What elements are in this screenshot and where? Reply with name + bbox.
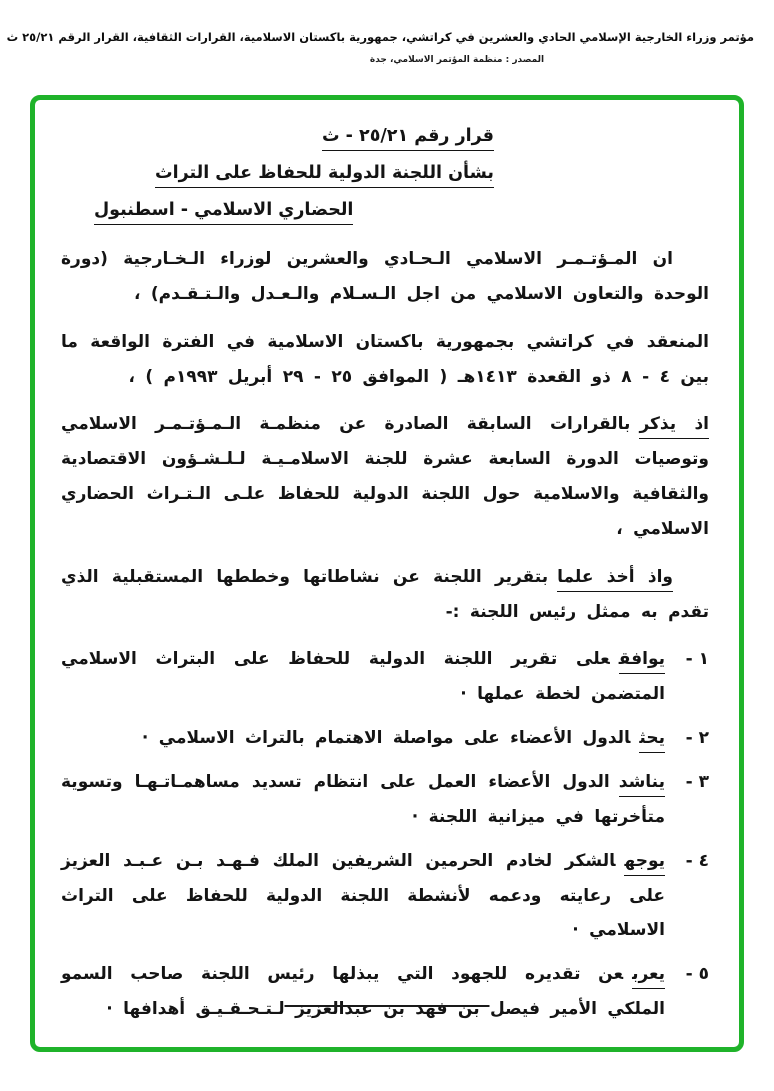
resolution-subject-title-2 xyxy=(94,200,494,220)
item-number: ٣ - xyxy=(685,771,709,792)
item-lead: يحث xyxy=(639,728,665,753)
item-text xyxy=(61,721,665,756)
item-body-text: الشكر لخادم الحرمين الشريفين الملك فـهـد بـن عـبـد العزيز على رعايته ودعمه لأنشطة اللجنة الدولية للحفاظ على التراث الاسلامي · xyxy=(61,850,665,941)
item-lead: يوجه xyxy=(624,851,665,876)
list-item xyxy=(61,844,709,949)
recital-paragraph-1 xyxy=(61,407,709,546)
document-frame xyxy=(30,95,744,1052)
item-text xyxy=(61,642,665,712)
resolution-subject-text-1: بشأن اللجنة الدولية للحفاظ على التراث xyxy=(155,163,494,188)
preamble-paragraph-1: ان المـؤتـمـر الاسلامي الـحـادي والعشرين لوزراء الـخـارجية (دورة الوحدة والتعاون الاسلامي من اجل الـسـلام والـعـدل والـتـقـدم) ، xyxy=(61,249,709,304)
item-number: ١ - xyxy=(685,649,709,670)
recital-text-1: بالقرارات السابقة الصادرة عن منظمـة الـمـؤتـمـر الاسلامي وتوصيات الدورة السابعة عشرة للجنة الاسلامـيـة لـلـشـؤون الاقتصادية والثقافية والاسلامية حول اللجنة الدولية للحفاظ علـى الـتـراث الحضاري الاسلامي ، xyxy=(61,414,709,539)
item-body-text: الدول الأعضاء على مواصلة الاهتمام بالتراث الاسلامي · xyxy=(141,728,631,749)
item-body-text: عن تقديره للجهود التي يبذلها رئيس اللجنة صاحب السمو الملكي الأمير فيصل بن فهد بن عبدالعزيز لـتـحـقـيـق أهدافها · xyxy=(61,964,665,1020)
item-text xyxy=(61,844,665,949)
list-item xyxy=(61,957,709,1027)
item-body-text: على تقرير اللجنة الدولية للحفاظ على البتراث الاسلامي المتضمن لخطة عملها · xyxy=(61,649,665,705)
item-number: ٤ - xyxy=(685,850,709,871)
item-lead: يوافق xyxy=(619,649,665,674)
preamble-paragraph-2: المنعقد في كراتشي بجمهورية باكستان الاسلامية في الفترة الواقعة ما بين ٤ - ٨ ذو القعدة ١٤١٣هـ ( الموافق ٢٥ - ٢٩ أبريل ١٩٩٣م ) ، xyxy=(61,331,709,387)
list-item xyxy=(61,721,709,756)
document-source-subheader: المصدر : منظمة المؤتمر الاسلامي، جدة xyxy=(369,55,545,65)
resolution-number-title xyxy=(94,126,494,146)
operative-clauses-list xyxy=(61,642,709,1026)
recital-lead-2: واذ أخذ علما xyxy=(557,567,673,592)
resolution-subject-title-1 xyxy=(94,163,494,183)
item-number: ٢ - xyxy=(685,728,709,749)
resolution-number-text: قرار رقم ٢٥/٢١ - ث xyxy=(322,126,494,151)
bottom-divider xyxy=(285,1005,490,1007)
item-text xyxy=(61,765,665,835)
item-text xyxy=(61,957,665,1027)
list-item xyxy=(61,642,709,712)
item-lead: يعرب xyxy=(632,964,665,989)
item-body-text: الدول الأعضاء العمل على انتظام تسديد مساهمـاتـهـا وتسوية متأخرتها في ميزانية اللجنة · xyxy=(61,771,665,827)
recital-text-2: بتقرير اللجنة عن نشاطاتها وخططها المستقبلية الذي تقدم به ممثل رئيس اللجنة :- xyxy=(61,566,709,622)
recital-lead-1: اذ يذكر xyxy=(639,414,709,439)
item-number: ٥ - xyxy=(685,964,709,985)
item-lead: يناشد xyxy=(619,772,665,797)
list-item xyxy=(61,765,709,835)
document-source-header: مؤتمر وزراء الخارجية الإسلامي الحادي والعشرين في كراتشي، جمهورية باكستان الاسلامية، القرارات الثقافية، القرار الرقم ٢٥/٢١ ث xyxy=(6,30,754,44)
recital-paragraph-2 xyxy=(61,560,709,630)
resolution-title-block xyxy=(94,126,494,220)
resolution-subject-text-2: الحضاري الاسلامي - اسطنبول xyxy=(94,200,353,225)
